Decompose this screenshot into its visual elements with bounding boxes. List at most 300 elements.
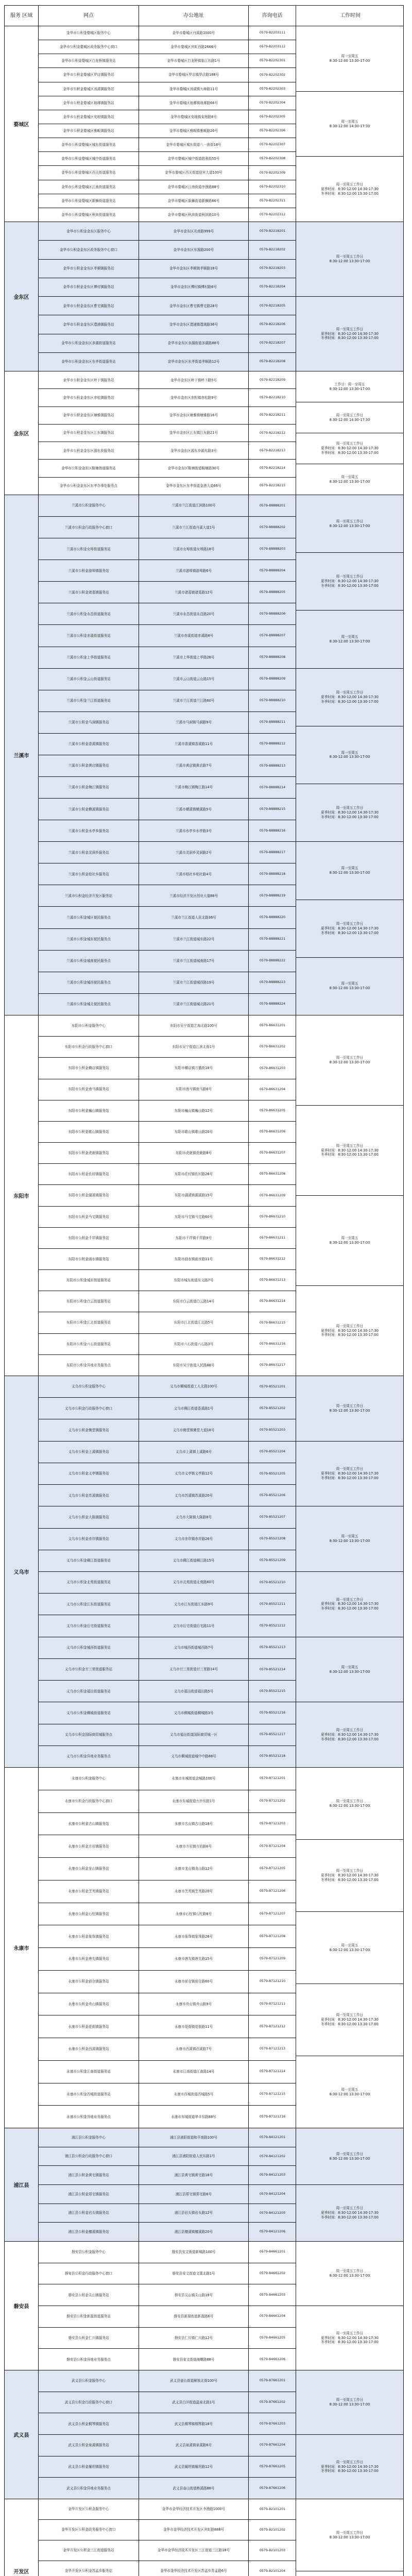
branch-phone[interactable]: 0579-87121202: [259, 1799, 286, 1803]
branch-address: 永康市石柱镇石柱路8号: [139, 1903, 249, 1925]
branch-address: 义乌市佛堂镇佛堂大道18号: [139, 1419, 249, 1440]
branch-name: 东阳市公积金六石街道服务站: [39, 1334, 139, 1354]
table-row: [39, 166, 296, 180]
branch-name: 武义县公积金桐琴镇服务站: [39, 2413, 139, 2434]
branch-phone[interactable]: 0579-87121203: [259, 1821, 286, 1825]
table-row: [39, 2242, 296, 2263]
table-row: [39, 315, 296, 334]
hours-block: 周一至周五工作日 夏季时间：8:30-12:00 14:30-17:30 冬季时间：8:30-12:00 13:30-17:00: [296, 433, 403, 464]
branch-phone[interactable]: 0579-88888214: [259, 785, 286, 789]
branch-name: 东阳市公积金千祥镇服务站: [39, 1228, 139, 1248]
header-phone: 咨询电话: [249, 6, 296, 26]
branch-address: 金华市金东区东湄路200号: [139, 241, 249, 259]
table-row: [39, 1058, 296, 1079]
branch-phone[interactable]: 0579-87121204: [259, 1844, 286, 1848]
branch-phone[interactable]: 0579-87661202: [259, 2400, 286, 2404]
table-row: [39, 334, 296, 353]
branch-address: 东阳市白云街道白云路14号: [139, 1291, 249, 1312]
branch-phone[interactable]: 0579-82218212: [259, 431, 286, 435]
table-row: [39, 124, 296, 138]
table-row: [39, 180, 296, 194]
branch-address: 金华市婺城区琅琊镇琅琊路66号: [139, 96, 249, 110]
branch-name: 金华市公积金婺城区安地镇服务站: [39, 110, 139, 124]
branch-phone[interactable]: 0579-84661203: [259, 2293, 286, 2297]
branch-address: 金华市金东区光南路999号: [139, 222, 249, 240]
table-row: [39, 2413, 296, 2435]
branch-phone[interactable]: 0579-85521216: [259, 1710, 286, 1715]
branch-name: 磐安县公积金新渥街道服务站: [39, 2306, 139, 2327]
table-row: [39, 669, 296, 690]
branch-address: 东阳市虎鹿镇虎鹿路8号: [139, 1143, 249, 1163]
branch-phone[interactable]: 0579-87121201: [259, 1776, 286, 1781]
table-row: [39, 1529, 296, 1550]
branch-phone[interactable]: 0579-86631213: [259, 1278, 286, 1282]
branch-address: 兰溪市灵洞乡灵洞路2号: [139, 842, 249, 863]
table-row: [39, 1615, 296, 1637]
hours-block: 周一至周五工作日 8:30-12:00 13:30-17:00: [296, 1768, 403, 1840]
branch-name: 义乌市公积金赤岸镇服务站: [39, 1529, 139, 1550]
branch-phone[interactable]: 0579-87121215: [259, 2092, 286, 2096]
table-row: [39, 1270, 296, 1291]
branch-address: 金华市金东区孝顺镇孝顺路18号: [139, 260, 249, 278]
table-row: [39, 1463, 296, 1485]
branch-rows: [39, 26, 296, 222]
table-row: [39, 82, 296, 96]
hours-block: 周一至周五工作日 夏季时间：8:30-12:00 14:30-17:30 冬季时间：8:30-12:00 13:30-17:00: [296, 1572, 403, 1637]
branch-phone[interactable]: 0579-85521210: [259, 1580, 286, 1584]
branch-address: 永康市东城街道九铃东路1号: [139, 1790, 249, 1812]
branch-phone[interactable]: 0579-82202312: [259, 212, 286, 216]
branch-phone[interactable]: 0579-88888210: [259, 699, 286, 703]
branch-address: 兰溪市兰江街道城南路17号: [139, 951, 249, 972]
branch-phone[interactable]: 0579-86631211: [259, 1235, 286, 1240]
branch-address: 兰溪市兰江街道兰江路60号: [139, 690, 249, 711]
table-row: [39, 734, 296, 755]
branch-phone[interactable]: 0579-85521218: [259, 1754, 286, 1758]
branch-phone[interactable]: 0579-84121201: [259, 2135, 286, 2139]
branch-phone[interactable]: 0579-85521217: [259, 1733, 286, 1737]
region-name: 婺城区: [5, 26, 39, 222]
branch-phone[interactable]: 0579-88888207: [259, 634, 286, 638]
branch-phone[interactable]: 0579-82218210: [259, 395, 286, 399]
branch-name: 金华市公积金婺城区西关街道服务站: [39, 166, 139, 179]
branch-address: 义乌市江东街道江东路9号: [139, 1594, 249, 1615]
region-section: [5, 222, 403, 371]
branch-phone[interactable]: 0579-82202304: [259, 100, 286, 105]
branch-name: 东阳市公积金歌山镇服务站: [39, 1122, 139, 1142]
branch-name: 兰溪市公积金云山街道服务站: [39, 669, 139, 690]
branch-name: 武义县公积金服务中心: [39, 2370, 139, 2392]
hours-block: 周一至周五工作日 夏季时间：8:30-12:00 14:30-17:30 冬季时间：8:30-12:00 13:30-17:00: [296, 669, 403, 726]
branch-address: 东阳市江北街道江北路5号: [139, 1312, 249, 1333]
branch-phone[interactable]: 0579-84661201: [259, 2250, 286, 2254]
branch-address: 兰溪市兰江街道城西路19号: [139, 972, 249, 993]
branch-name: 义乌市公积金城西街道服务站: [39, 1637, 139, 1658]
branch-name: 永康市公积金象珠镇服务站: [39, 1925, 139, 1947]
branch-phone[interactable]: 0579-84121204: [259, 2192, 286, 2196]
table-row: [39, 1681, 296, 1702]
branch-address: 金华市金东区岭下镇岭下路5号: [139, 371, 249, 388]
branch-phone[interactable]: 0579-85521207: [259, 1515, 286, 1519]
branch-name: 兰溪市公积金城南便民服务点: [39, 951, 139, 972]
branch-phone[interactable]: 0579-87121208: [259, 1934, 286, 1938]
branch-phone[interactable]: 0579-84121202: [259, 2154, 286, 2158]
branch-name: 永康市公积金龙山镇服务站: [39, 1858, 139, 1880]
table-row: [39, 1637, 296, 1659]
hours-column: [296, 1768, 403, 2128]
branch-phone[interactable]: 0579-85521203: [259, 1428, 286, 1432]
branch-address: 义乌市大陈镇大陈路8号: [139, 1506, 249, 1528]
branch-phone[interactable]: 0579-82218202: [259, 247, 286, 251]
branch-name: 永康市公积金石柱镇服务站: [39, 1903, 139, 1925]
branch-phone[interactable]: 0579-84661206: [259, 2357, 286, 2361]
branch-phone[interactable]: 0579-86631217: [259, 1363, 286, 1367]
branch-name: 东阳市公积金南马镇服务站: [39, 1079, 139, 1100]
branch-phone[interactable]: 0579-82218213: [259, 448, 286, 452]
table-row: [39, 582, 296, 603]
branch-address: 金华市婺城区安地镇安地路8号: [139, 110, 249, 124]
branch-name: 金华市公积金婺城区白龙桥镇服务站: [39, 54, 139, 67]
branch-phone[interactable]: 0579-85521205: [259, 1471, 286, 1476]
branch-phone[interactable]: 0579-86631206: [259, 1130, 286, 1134]
branch-phone[interactable]: 0579-82202301: [259, 59, 286, 63]
branch-phone[interactable]: 0579-88888224: [259, 1002, 286, 1006]
table-row: [39, 1122, 296, 1143]
branch-name: 兰溪市公积金上华街道服务站: [39, 647, 139, 668]
branch-phone[interactable]: 0579-88888204: [259, 568, 286, 572]
branch-phone[interactable]: 0579-87121209: [259, 1957, 286, 1961]
branch-phone[interactable]: 0579-88888218: [259, 872, 286, 876]
branch-phone[interactable]: 0579-82202302: [259, 73, 286, 77]
branch-address: 东阳市六石街道六石路3号: [139, 1334, 249, 1354]
branch-name: 东阳市公积金佐村镇服务站: [39, 1164, 139, 1184]
branch-name: 兰溪市公积金城区便民服务点: [39, 907, 139, 928]
branch-rows: [39, 371, 296, 495]
table-row: [39, 222, 296, 241]
branch-phone[interactable]: 0579-86631203: [259, 1066, 286, 1070]
table-row: [39, 1037, 296, 1058]
branch-phone[interactable]: 0579-88888213: [259, 764, 286, 768]
branch-phone[interactable]: 0579-86631210: [259, 1214, 286, 1218]
branch-phone[interactable]: 0579-82101202: [259, 2528, 286, 2532]
branch-phone[interactable]: 0579-82218214: [259, 466, 286, 470]
branch-phone[interactable]: 0579-82202310: [259, 184, 286, 189]
branch-name: 金华市公积金婺城区城中街道服务站: [39, 152, 139, 165]
branch-phone[interactable]: 0579-88888216: [259, 828, 286, 833]
branch-name: 永康市公积金西溪镇服务站: [39, 2038, 139, 2060]
branch-phone[interactable]: 0579-82101204: [259, 2569, 286, 2573]
branch-phone[interactable]: 0579-86631205: [259, 1108, 286, 1112]
hours-block: 周一至周五工作日 夏季时间：8:30-12:00 14:30-17:30 冬季时间：8:30-12:00 13:30-17:00: [321, 2460, 379, 2473]
branch-phone[interactable]: 0579-85521214: [259, 1667, 286, 1671]
branch-phone[interactable]: 0579-84121206: [259, 2230, 286, 2234]
branch-rows: [39, 222, 296, 371]
branch-phone[interactable]: 0579-82202307: [259, 143, 286, 147]
table-row: [39, 2370, 296, 2392]
table-row: [39, 1572, 296, 1594]
branch-phone[interactable]: 0579-84121205: [259, 2211, 286, 2215]
branch-phone[interactable]: 0579-82202305: [259, 114, 286, 118]
branch-name: 兰溪市公积金游埠镇服务站: [39, 560, 139, 581]
table-row: [39, 2038, 296, 2061]
hours-block: 周一至周五工作日 夏季时间：8:30-12:00 14:30-17:30 冬季时间：8:30-12:00 13:30-17:00: [321, 2331, 379, 2345]
table-row: [39, 2306, 296, 2328]
branch-name: 金华市公积金金东区服务中心: [39, 222, 139, 240]
branch-address: 永康市舟山镇舟山路9号: [139, 1993, 249, 2015]
region-section: [5, 1376, 403, 1768]
branch-name: 武义县公积金泉溪镇服务站: [39, 2435, 139, 2456]
branch-rows: [39, 1376, 296, 1767]
branch-phone[interactable]: 0579-88888202: [259, 525, 286, 529]
branch-name: 浦江县公积金岩头镇服务站: [39, 2204, 139, 2223]
branch-phone[interactable]: 0579-85521211: [259, 1602, 286, 1606]
table-row: [39, 2147, 296, 2166]
branch-name: 金华市公积金金东区政务服务中心窗口: [39, 241, 139, 259]
region-name: 义乌市: [5, 1376, 39, 1767]
branch-address: 永康市方岩镇方岩路6号: [139, 1835, 249, 1857]
branch-phone[interactable]: 0579-87121213: [259, 2047, 286, 2051]
branch-phone[interactable]: 0579-87121214: [259, 2070, 286, 2074]
branch-name: 金华市公积金金东区傅村镇服务站: [39, 278, 139, 296]
branch-phone[interactable]: 0579-86631212: [259, 1257, 286, 1261]
branch-name: 义乌市公积金国际商贸城服务点: [39, 1724, 139, 1745]
table-row: [39, 1925, 296, 1948]
branch-phone[interactable]: 0579-82218205: [259, 303, 286, 308]
branch-phone[interactable]: 0579-82218209: [259, 378, 286, 382]
branch-phone[interactable]: 0579-88888211: [259, 720, 286, 724]
branch-phone[interactable]: 0579-82202303: [259, 87, 286, 91]
branch-phone[interactable]: 0579-86631216: [259, 1342, 286, 1346]
header-hours: 工作时间: [340, 12, 360, 19]
hours-block: 周一至周五工作日 8:30-12:00 13:30-17:00: [296, 495, 403, 553]
branch-phone[interactable]: 0579-85521201: [259, 1384, 286, 1388]
table-row: [39, 929, 296, 951]
table-row: [39, 799, 296, 820]
branch-phone[interactable]: 0579-87121216: [259, 2114, 286, 2119]
table-row: [39, 842, 296, 863]
branch-phone[interactable]: 0579-88888212: [259, 742, 286, 746]
table-row: [39, 2561, 296, 2576]
service-table: [4, 5, 404, 2576]
branch-address: 义乌市福田街道福田路5号: [139, 1681, 249, 1702]
branch-phone[interactable]: 0579-88888209: [259, 677, 286, 681]
branch-name: 磐安县公积金尖山镇服务站: [39, 2284, 139, 2306]
branch-phone[interactable]: 0579-86631208: [259, 1172, 286, 1176]
branch-phone[interactable]: 0579-82202308: [259, 157, 286, 161]
branch-name: 兰溪市公积金城西便民服务点: [39, 972, 139, 993]
branch-name: 兰溪市公积金经济开发区服务站: [39, 885, 139, 906]
branch-address: 兰溪市梅江镇梅江路14号: [139, 777, 249, 798]
branch-address: 兰溪市柏社乡柏社路4号: [139, 863, 249, 885]
branch-name: 金华市公积金金东区塘雅镇服务站: [39, 407, 139, 424]
branch-name: 兰溪市公积金城东便民服务点: [39, 929, 139, 950]
branch-address: 武义县履坦镇履坦路12号: [139, 2456, 249, 2478]
branch-phone[interactable]: 0579-88888223: [259, 980, 286, 985]
table-row: [39, 994, 296, 1015]
branch-phone[interactable]: 0579-86631215: [259, 1320, 286, 1325]
branch-address: 永康市花街镇花街路11号: [139, 2015, 249, 2038]
branch-phone[interactable]: 0579-87661205: [259, 2465, 286, 2469]
hours-column: [296, 2499, 403, 2576]
branch-phone[interactable]: 0579-88888208: [259, 655, 286, 659]
branch-phone[interactable]: 0579-82202311: [259, 198, 286, 202]
table-row: [39, 1485, 296, 1506]
hours-block: 周一至周五 8:30-12:00 13:30-17:00: [296, 1506, 403, 1572]
branch-phone[interactable]: 0579-87121207: [259, 1911, 286, 1916]
branch-phone[interactable]: 0579-87661204: [259, 2443, 286, 2447]
table-row: [39, 194, 296, 208]
table-row: [39, 951, 296, 972]
branch-phone[interactable]: 0579-84661202: [259, 2272, 286, 2276]
branch-phone[interactable]: 0579-82218207: [259, 341, 286, 345]
branch-phone[interactable]: 0579-82218206: [259, 322, 286, 326]
hours-block: 周一至周五 8:30-12:00 13:30-17:00: [329, 474, 370, 484]
branch-phone[interactable]: 0579-87661203: [259, 2421, 286, 2426]
branch-phone[interactable]: 0579-85521213: [259, 1646, 286, 1650]
branch-name: 兰溪市公积金永昌街道服务站: [39, 603, 139, 624]
branch-phone[interactable]: 0579-87121206: [259, 1889, 286, 1893]
branch-phone[interactable]: 0579-82101203: [259, 2548, 286, 2552]
branch-phone[interactable]: 0579-87121211: [259, 2002, 286, 2006]
branch-phone[interactable]: 0579-85521215: [259, 1689, 286, 1693]
branch-name: 浦江县公积金服务中心: [39, 2128, 139, 2147]
hours-column: [296, 26, 403, 222]
branch-phone[interactable]: 0579-82202309: [259, 171, 286, 175]
branch-phone[interactable]: 0579-82202306: [259, 129, 286, 133]
branch-phone[interactable]: 0579-87121212: [259, 2024, 286, 2028]
table-row: [39, 2015, 296, 2038]
branch-phone[interactable]: 0579-88888205: [259, 590, 286, 594]
branch-name: 兰溪市公积金马涧镇服务站: [39, 712, 139, 733]
branch-address: 义乌市稠城街道稠城路3号: [139, 1702, 249, 1723]
branch-phone[interactable]: 0579-82218204: [259, 285, 286, 289]
branch-phone[interactable]: 0579-85521202: [259, 1406, 286, 1410]
branch-phone[interactable]: 0579-88888222: [259, 959, 286, 963]
branch-phone[interactable]: 0579-82218203: [259, 266, 286, 270]
branch-phone[interactable]: 0579-88888219: [259, 894, 286, 898]
branch-phone[interactable]: 0579-84661204: [259, 2314, 286, 2318]
branch-phone[interactable]: 0579-88888215: [259, 807, 286, 811]
branch-phone[interactable]: 0579-87661201: [259, 2379, 286, 2383]
branch-phone[interactable]: 0579-82203111: [259, 31, 286, 35]
branch-address: 金华市婺城区西关街道迎宾大道100号: [139, 166, 249, 179]
hours-column: [296, 2128, 403, 2241]
branch-phone[interactable]: 0579-85521208: [259, 1537, 286, 1541]
branch-phone[interactable]: 0579-86631202: [259, 1045, 286, 1049]
branch-phone[interactable]: 0579-84661205: [259, 2336, 286, 2340]
table-row: [39, 1100, 296, 1122]
branch-phone[interactable]: 0579-86631209: [259, 1193, 286, 1197]
branch-phone[interactable]: 0579-86631204: [259, 1087, 286, 1091]
hours-column: [296, 495, 403, 1015]
table-row: [39, 517, 296, 538]
branch-phone[interactable]: 0579-82218201: [259, 229, 286, 233]
branch-phone[interactable]: 0579-88888206: [259, 612, 286, 616]
branch-phone[interactable]: 0579-82218208: [259, 360, 286, 364]
branch-phone[interactable]: 0579-87121210: [259, 1979, 286, 1984]
branch-name: 东阳市公积金异地业务服务点: [39, 1355, 139, 1376]
table-row: [39, 260, 296, 278]
branch-address: 兰溪市云山街道云山路15号: [139, 669, 249, 690]
branch-address: 武义县泉溪镇泉溪路6号: [139, 2435, 249, 2456]
table-row: [39, 138, 296, 152]
branch-address: 兰溪市水亭乡水亭路3号: [139, 820, 249, 841]
branch-address: 磐安县新渥街道新渥路6号: [139, 2306, 249, 2327]
branch-phone[interactable]: 0579-88888220: [259, 916, 286, 920]
branch-phone[interactable]: 0579-88888201: [259, 503, 286, 507]
branch-name: 永康市公积金舟山镇服务站: [39, 1993, 139, 2015]
region-name: 武义县: [5, 2370, 39, 2499]
branch-phone[interactable]: 0579-88888217: [259, 850, 286, 854]
branch-phone[interactable]: 0579-88888221: [259, 937, 286, 941]
branch-name: 兰溪市公积金柏社乡服务站: [39, 863, 139, 885]
branch-phone[interactable]: 0579-82101201: [259, 2507, 286, 2511]
branch-phone[interactable]: 0579-85521204: [259, 1450, 286, 1454]
branch-address: 磐安县安文街道新城路100号: [139, 2242, 249, 2263]
table-row: [39, 885, 296, 907]
table-row: [39, 1813, 296, 1836]
branch-phone[interactable]: 0579-85521212: [259, 1624, 286, 1628]
table-row: [39, 407, 296, 425]
branch-phone[interactable]: 0579-85521206: [259, 1493, 286, 1497]
branch-address: 金华市婺城区江南街道李渔路88号: [139, 180, 249, 194]
branch-name: 永康市公积金唐先镇服务站: [39, 1948, 139, 1970]
table-row: [39, 1185, 296, 1206]
table-row: [39, 1702, 296, 1724]
branch-phone[interactable]: 0579-84121203: [259, 2173, 286, 2177]
table-row: [39, 96, 296, 110]
branch-phone[interactable]: 0579-86631214: [259, 1299, 286, 1303]
table-row: [39, 2263, 296, 2285]
branch-name: 金华市公积金婺城区雅畈镇服务站: [39, 124, 139, 138]
branch-phone[interactable]: 0579-87661206: [259, 2486, 286, 2490]
branch-name: 东阳市公积金湖溪镇服务站: [39, 1185, 139, 1206]
region-name: 金东区: [5, 222, 39, 371]
table-row: [39, 1143, 296, 1164]
branch-name: 永康市公积金花街镇服务站: [39, 2015, 139, 2038]
branch-phone[interactable]: 0579-82218215: [259, 484, 286, 488]
hours-column: [296, 2242, 403, 2370]
region-name: 浦江县: [5, 2128, 39, 2241]
hours-block: 周一至周五工作日 夏季时间：8:30-12:00 14:30-17:30 冬季时间：8:30-12:00 13:30-17:00: [296, 900, 403, 958]
table-row: [39, 863, 296, 885]
branch-rows: [39, 495, 296, 1015]
branch-name: 永康市公积金方岩镇服务站: [39, 1835, 139, 1857]
branch-phone[interactable]: 0579-87121205: [259, 1867, 286, 1871]
branch-phone[interactable]: 0579-86631201: [259, 1024, 286, 1028]
branch-name: 东阳市公积金江北街道服务站: [39, 1312, 139, 1333]
table-row: [39, 1880, 296, 1903]
branch-phone[interactable]: 0579-85521209: [259, 1558, 286, 1563]
branch-name: 东阳市公积金画水镇服务站: [39, 1249, 139, 1269]
branch-rows: [39, 2499, 296, 2576]
branch-address: 东阳市湖溪镇湖溪路15号: [139, 1185, 249, 1206]
branch-rows: [39, 2370, 296, 2499]
region-section: [5, 2242, 403, 2370]
hours-block: [296, 2571, 403, 2576]
branch-address: 义乌市稠江街道稠江路15号: [139, 1550, 249, 1571]
branch-phone[interactable]: 0579-88888203: [259, 547, 286, 551]
branch-name: 金华市公积金婺城区服务中心: [39, 26, 139, 40]
hours-block: 周一至周五工作日 8:30-12:00 13:30-17:00: [296, 2242, 403, 2306]
table-row: [39, 2106, 296, 2128]
table-row: [39, 2478, 296, 2499]
branch-address: 东阳市横店镇万盛街18号: [139, 1058, 249, 1078]
branch-phone[interactable]: 0579-86631207: [259, 1151, 286, 1155]
hours-block: 周一至周五工作日 夏季时间：8:30-12:00 14:30-17:30 冬季时间：8:30-12:00 13:30-17:00: [321, 327, 379, 341]
branch-phone[interactable]: 0579-82218211: [259, 413, 286, 417]
branch-phone[interactable]: 0579-82203112: [259, 45, 286, 49]
